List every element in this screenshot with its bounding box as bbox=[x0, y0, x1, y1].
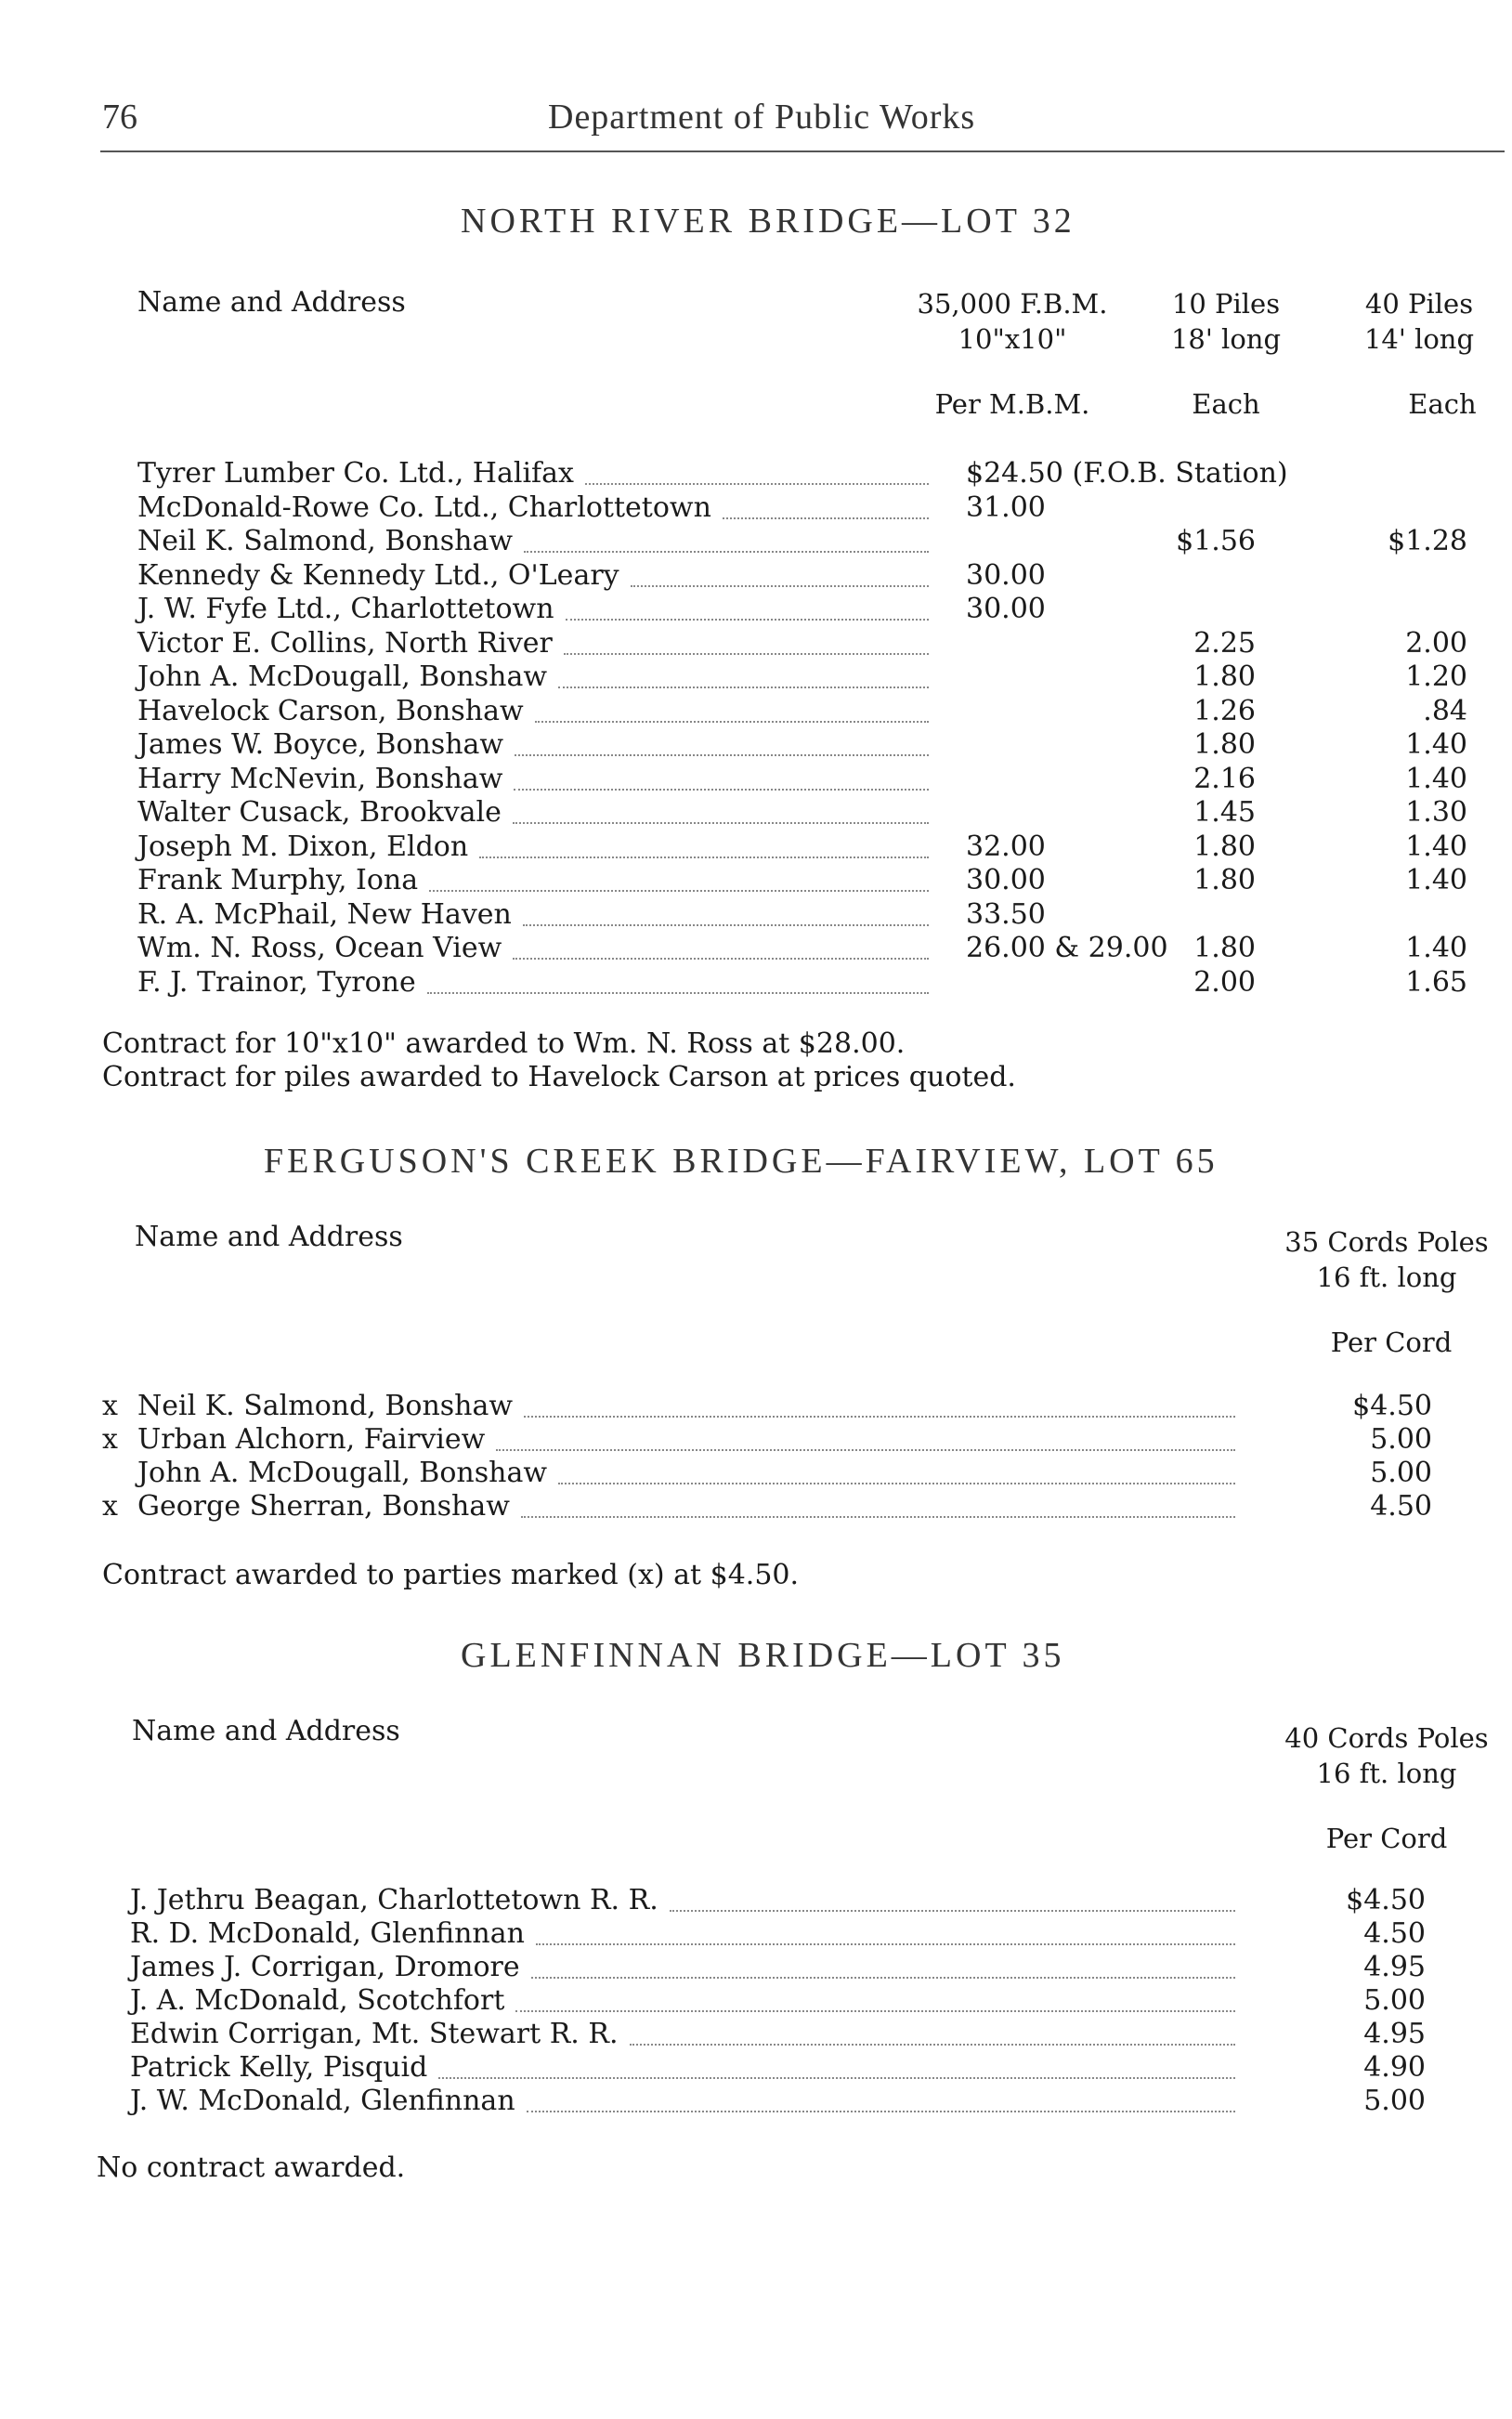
column-header-10-piles bbox=[1147, 286, 1305, 357]
column-header-40-piles bbox=[1336, 286, 1503, 357]
tenderer-name: Harry McNevin, Bonshaw bbox=[137, 762, 503, 795]
section-title: GLENFINNAN BRIDGE—LOT 35 bbox=[461, 1636, 1065, 1675]
table-row bbox=[0, 593, 1512, 626]
tenderer-name: Victor E. Collins, North River bbox=[137, 626, 553, 660]
price-value: 31.00 bbox=[966, 490, 1046, 524]
running-head: Department of Public Works bbox=[548, 98, 976, 137]
price-value: 4.90 bbox=[1363, 2051, 1426, 2084]
contract-note: Contract awarded to parties marked (x) at $4.50. bbox=[102, 1559, 800, 1591]
price-value: 5.00 bbox=[1370, 1457, 1432, 1489]
price-value: 5.00 bbox=[1363, 2085, 1426, 2117]
tenderer-name: J. A. McDonald, Scotchfort bbox=[130, 1984, 505, 2017]
page-number: 76 bbox=[102, 98, 137, 137]
unit-per-cord: Per Cord bbox=[1330, 1327, 1453, 1358]
price-value: 5.00 bbox=[1370, 1423, 1432, 1456]
table-row bbox=[0, 660, 1512, 694]
table-row bbox=[0, 966, 1512, 1000]
name-address-header: Name and Address bbox=[132, 1715, 400, 1747]
table-row bbox=[0, 864, 1512, 897]
leader-dots bbox=[527, 2109, 1235, 2112]
leader-dots bbox=[535, 719, 929, 723]
price-value: 1.40 bbox=[1405, 932, 1467, 964]
tenderer-name: Havelock Carson, Bonshaw bbox=[137, 694, 524, 727]
price-value: 1.80 bbox=[1193, 660, 1256, 693]
price-value: 32.00 bbox=[966, 830, 1046, 863]
tenderer-name: Wm. N. Ross, Ocean View bbox=[137, 932, 502, 964]
header-rule bbox=[100, 150, 1505, 152]
contract-note: No contract awarded. bbox=[97, 2151, 406, 2184]
leader-dots bbox=[513, 956, 929, 960]
price-value: 30.00 bbox=[966, 864, 1046, 896]
price-value: 4.95 bbox=[1363, 2018, 1426, 2050]
leader-dots bbox=[524, 549, 929, 553]
tenderer-name: James J. Corrigan, Dromore bbox=[130, 1951, 520, 1983]
leader-dots bbox=[515, 752, 929, 756]
table-row bbox=[0, 559, 1512, 593]
leader-dots bbox=[670, 1908, 1235, 1912]
tenderer-name: John A. McDougall, Bonshaw bbox=[137, 1457, 548, 1489]
price-value: 1.45 bbox=[1193, 796, 1256, 829]
contract-note: Contract for piles awarded to Havelock Carson at prices quoted. bbox=[102, 1061, 1016, 1093]
table-row bbox=[0, 1917, 1512, 1951]
tenderer-name: Joseph M. Dixon, Eldon bbox=[137, 830, 469, 863]
award-mark: x bbox=[102, 1423, 118, 1456]
table-row bbox=[0, 728, 1512, 762]
price-value: 1.20 bbox=[1405, 660, 1467, 693]
leader-dots bbox=[496, 1447, 1235, 1451]
price-value: 1.30 bbox=[1405, 796, 1467, 829]
leader-dots bbox=[558, 685, 929, 688]
table-row bbox=[0, 763, 1512, 796]
price-value: 30.00 bbox=[966, 558, 1046, 592]
award-mark: x bbox=[102, 1390, 118, 1422]
tenderer-name: Edwin Corrigan, Mt. Stewart R. R. bbox=[130, 2018, 619, 2050]
table-row bbox=[0, 932, 1512, 965]
price-value: 2.25 bbox=[1193, 626, 1256, 660]
price-value: $1.56 bbox=[1176, 525, 1256, 557]
leader-dots bbox=[521, 1514, 1235, 1518]
leader-dots bbox=[524, 1414, 1235, 1418]
table-row bbox=[0, 830, 1512, 864]
leader-dots bbox=[536, 1942, 1235, 1945]
column-header-line: 10"x10" bbox=[958, 323, 1067, 355]
tenderer-name: R. A. McPhail, New Haven bbox=[137, 897, 512, 931]
column-header-line: 35,000 F.B.M. bbox=[917, 288, 1108, 320]
price-value: $24.50 (F.O.B. Station) bbox=[966, 457, 1288, 490]
tenderer-name: John A. McDougall, Bonshaw bbox=[137, 660, 548, 693]
tenderer-name: R. D. McDonald, Glenfinnan bbox=[130, 1917, 525, 1950]
price-value: $4.50 bbox=[1352, 1390, 1432, 1422]
table-row bbox=[0, 627, 1512, 660]
price-value: 4.50 bbox=[1363, 1917, 1426, 1950]
column-header-cords bbox=[1271, 1224, 1503, 1295]
leader-dots bbox=[585, 481, 929, 485]
table-row bbox=[0, 695, 1512, 728]
leader-dots bbox=[723, 516, 929, 519]
tenderer-name: Kennedy & Kennedy Ltd., O'Leary bbox=[137, 558, 619, 592]
unit-each: Each bbox=[1408, 388, 1477, 420]
unit-each: Each bbox=[1192, 388, 1260, 420]
leader-dots bbox=[438, 2075, 1235, 2079]
unit-per-mbm: Per M.B.M. bbox=[934, 388, 1090, 420]
table-row bbox=[0, 2085, 1512, 2118]
column-header-line: 40 Piles bbox=[1364, 288, 1474, 320]
table-row bbox=[0, 1490, 1512, 1523]
table-row bbox=[0, 1457, 1512, 1490]
column-header-line: 14' long bbox=[1363, 323, 1475, 355]
name-address-header: Name and Address bbox=[137, 286, 406, 319]
tenderer-name: J. Jethru Beagan, Charlottetown R. R. bbox=[130, 1884, 658, 1916]
price-value: $4.50 bbox=[1346, 1884, 1426, 1916]
table-row bbox=[0, 1984, 1512, 2018]
tenderer-name: McDonald-Rowe Co. Ltd., Charlottetown bbox=[137, 490, 711, 524]
table-row bbox=[0, 1390, 1512, 1423]
leader-dots bbox=[514, 787, 929, 791]
price-value: 2.16 bbox=[1193, 762, 1256, 795]
price-value: 5.00 bbox=[1363, 1984, 1426, 2017]
tenderer-name: J. W. McDonald, Glenfinnan bbox=[130, 2085, 515, 2117]
column-header-line: 10 Piles bbox=[1171, 288, 1281, 320]
table-row bbox=[0, 2051, 1512, 2085]
section-title: NORTH RIVER BRIDGE—LOT 32 bbox=[461, 202, 1075, 241]
table-row bbox=[0, 796, 1512, 830]
price-value: $1.28 bbox=[1388, 525, 1467, 557]
price-value: 4.95 bbox=[1363, 1951, 1426, 1983]
price-value: 1.40 bbox=[1405, 762, 1467, 795]
price-value: 1.40 bbox=[1405, 830, 1467, 863]
leader-dots bbox=[631, 583, 929, 587]
column-header-fbm bbox=[892, 286, 1133, 357]
award-mark: x bbox=[102, 1490, 118, 1523]
leader-dots bbox=[523, 922, 929, 926]
tenderer-name: Frank Murphy, Iona bbox=[137, 864, 419, 896]
table-row bbox=[0, 2018, 1512, 2051]
table-row bbox=[0, 1884, 1512, 1917]
tenderer-name: Tyrer Lumber Co. Ltd., Halifax bbox=[137, 457, 574, 490]
price-value: 1.80 bbox=[1193, 932, 1256, 964]
tenderer-name: Neil K. Salmond, Bonshaw bbox=[137, 525, 514, 557]
leader-dots bbox=[531, 1975, 1235, 1979]
price-value: 1.80 bbox=[1193, 830, 1256, 863]
tenderer-name: Patrick Kelly, Pisquid bbox=[130, 2051, 428, 2084]
tenderer-name: J. W. Fyfe Ltd., Charlottetown bbox=[137, 593, 554, 625]
leader-dots bbox=[564, 651, 929, 655]
leader-dots bbox=[429, 888, 929, 892]
price-value: 1.65 bbox=[1405, 965, 1467, 999]
price-value: .84 bbox=[1423, 694, 1467, 727]
leader-dots bbox=[479, 855, 929, 858]
unit-per-cord: Per Cord bbox=[1325, 1823, 1448, 1854]
tenderer-name: James W. Boyce, Bonshaw bbox=[137, 728, 504, 761]
price-value: 1.40 bbox=[1405, 728, 1467, 761]
name-address-header: Name and Address bbox=[135, 1221, 403, 1253]
leader-dots bbox=[630, 2042, 1235, 2046]
price-value: 1.80 bbox=[1193, 864, 1256, 896]
table-row bbox=[0, 457, 1512, 490]
price-value: 33.50 bbox=[966, 897, 1046, 931]
contract-note: Contract for 10"x10" awarded to Wm. N. Ross at $28.00. bbox=[102, 1027, 906, 1060]
table-row bbox=[0, 525, 1512, 558]
leader-dots bbox=[427, 990, 929, 994]
column-header-cords bbox=[1271, 1720, 1503, 1791]
price-value: 1.80 bbox=[1193, 728, 1256, 761]
price-value: 1.26 bbox=[1193, 694, 1256, 727]
column-header-line: 40 Cords Poles bbox=[1284, 1722, 1489, 1754]
table-row bbox=[0, 898, 1512, 932]
price-value: 30.00 bbox=[966, 593, 1046, 625]
leader-dots bbox=[513, 820, 929, 824]
price-value: 26.00 & 29.00 bbox=[966, 932, 1168, 964]
price-value: 1.40 bbox=[1405, 864, 1467, 896]
column-header-line: 16 ft. long bbox=[1316, 1262, 1457, 1293]
price-value: 4.50 bbox=[1370, 1490, 1432, 1523]
table-row bbox=[0, 1423, 1512, 1457]
leader-dots bbox=[515, 2008, 1235, 2012]
column-header-line: 18' long bbox=[1170, 323, 1282, 355]
tenderer-name: Walter Cusack, Brookvale bbox=[137, 796, 502, 829]
tenderer-name: Neil K. Salmond, Bonshaw bbox=[137, 1390, 514, 1422]
column-header-line: 16 ft. long bbox=[1316, 1758, 1457, 1789]
price-value: 2.00 bbox=[1193, 965, 1256, 999]
table-row bbox=[0, 1951, 1512, 1984]
price-value: 2.00 bbox=[1405, 626, 1467, 660]
section-title: FERGUSON'S CREEK BRIDGE—FAIRVIEW, LOT 65 bbox=[264, 1142, 1219, 1181]
table-row bbox=[0, 491, 1512, 525]
leader-dots bbox=[566, 617, 929, 621]
tenderer-name: F. J. Trainor, Tyrone bbox=[137, 965, 416, 999]
column-header-line: 35 Cords Poles bbox=[1284, 1226, 1489, 1258]
leader-dots bbox=[558, 1481, 1235, 1484]
tenderer-name: Urban Alchorn, Fairview bbox=[137, 1423, 486, 1456]
tenderer-name: George Sherran, Bonshaw bbox=[137, 1490, 510, 1523]
